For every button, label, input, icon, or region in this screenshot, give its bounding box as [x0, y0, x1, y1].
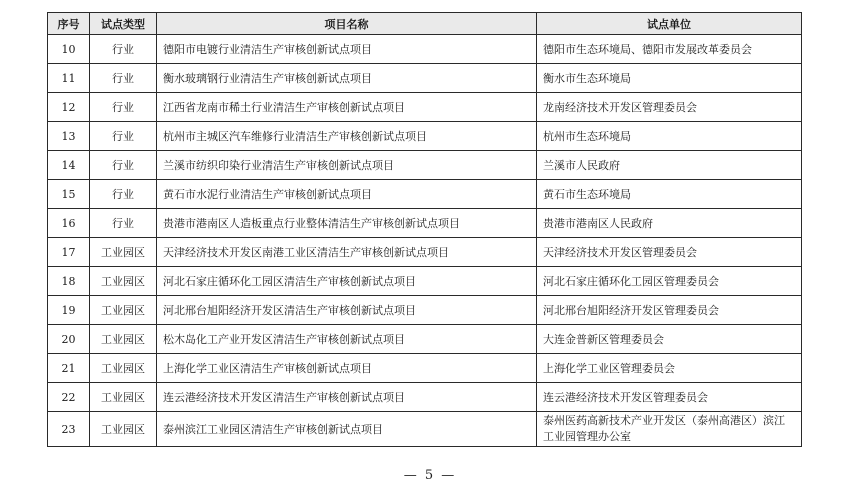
table-row [48, 64, 802, 93]
cell-serial-number: 10 [48, 35, 90, 64]
table-row [48, 209, 802, 238]
cell-project-name: 衡水玻璃钢行业清洁生产审核创新试点项目 [157, 64, 537, 93]
cell-pilot-unit: 连云港经济技术开发区管理委员会 [537, 383, 802, 412]
cell-serial-number: 14 [48, 151, 90, 180]
table-header [48, 13, 802, 35]
header-serial-number: 序号 [48, 13, 90, 35]
cell-project-name: 连云港经济技术开发区清洁生产审核创新试点项目 [157, 383, 537, 412]
cell-pilot-unit: 衡水市生态环境局 [537, 64, 802, 93]
cell-pilot-unit: 兰溪市人民政府 [537, 151, 802, 180]
cell-pilot-type: 工业园区 [90, 238, 157, 267]
header-project-name: 项目名称 [157, 13, 537, 35]
cell-serial-number: 15 [48, 180, 90, 209]
table-row [48, 296, 802, 325]
cell-pilot-unit: 大连金普新区管理委员会 [537, 325, 802, 354]
table-row [48, 412, 802, 447]
cell-project-name: 松木岛化工产业开发区清洁生产审核创新试点项目 [157, 325, 537, 354]
cell-pilot-type: 工业园区 [90, 412, 157, 447]
cell-pilot-unit: 黄石市生态环境局 [537, 180, 802, 209]
cell-serial-number: 21 [48, 354, 90, 383]
cell-project-name: 天津经济技术开发区南港工业区清洁生产审核创新试点项目 [157, 238, 537, 267]
cell-serial-number: 22 [48, 383, 90, 412]
cell-pilot-type: 行业 [90, 209, 157, 238]
cell-project-name: 黄石市水泥行业清洁生产审核创新试点项目 [157, 180, 537, 209]
cell-pilot-unit: 杭州市生态环境局 [537, 122, 802, 151]
cell-pilot-unit: 泰州医药高新技术产业开发区（泰州高港区）滨江工业园管理办公室 [537, 412, 802, 447]
cell-project-name: 德阳市电镀行业清洁生产审核创新试点项目 [157, 35, 537, 64]
cell-pilot-type: 工业园区 [90, 267, 157, 296]
cell-pilot-unit: 上海化学工业区管理委员会 [537, 354, 802, 383]
table-row [48, 238, 802, 267]
table-row [48, 325, 802, 354]
cell-serial-number: 12 [48, 93, 90, 122]
cell-pilot-type: 行业 [90, 35, 157, 64]
cell-serial-number: 11 [48, 64, 90, 93]
cell-project-name: 杭州市主城区汽车维修行业清洁生产审核创新试点项目 [157, 122, 537, 151]
cell-project-name: 河北邢台旭阳经济开发区清洁生产审核创新试点项目 [157, 296, 537, 325]
cell-serial-number: 23 [48, 412, 90, 447]
cell-pilot-type: 行业 [90, 64, 157, 93]
cell-pilot-type: 行业 [90, 151, 157, 180]
cell-project-name: 兰溪市纺织印染行业清洁生产审核创新试点项目 [157, 151, 537, 180]
cell-pilot-unit: 河北石家庄循环化工园区管理委员会 [537, 267, 802, 296]
cell-pilot-unit: 河北邢台旭阳经济开发区管理委员会 [537, 296, 802, 325]
cell-serial-number: 13 [48, 122, 90, 151]
cell-project-name: 泰州滨江工业园区清洁生产审核创新试点项目 [157, 412, 537, 447]
page-number: — 5 — [403, 468, 457, 483]
table-row [48, 35, 802, 64]
cell-pilot-type: 工业园区 [90, 325, 157, 354]
cell-serial-number: 17 [48, 238, 90, 267]
cell-serial-number: 19 [48, 296, 90, 325]
cell-pilot-unit: 贵港市港南区人民政府 [537, 209, 802, 238]
table-row [48, 93, 802, 122]
cell-project-name: 贵港市港南区人造板重点行业整体清洁生产审核创新试点项目 [157, 209, 537, 238]
cell-serial-number: 20 [48, 325, 90, 354]
cell-pilot-type: 行业 [90, 93, 157, 122]
table-row [48, 354, 802, 383]
header-pilot-type: 试点类型 [90, 13, 157, 35]
cell-pilot-type: 工业园区 [90, 354, 157, 383]
cell-serial-number: 18 [48, 267, 90, 296]
cell-pilot-unit: 天津经济技术开发区管理委员会 [537, 238, 802, 267]
cell-pilot-type: 行业 [90, 122, 157, 151]
table-row [48, 122, 802, 151]
cell-project-name: 江西省龙南市稀土行业清洁生产审核创新试点项目 [157, 93, 537, 122]
cell-serial-number: 16 [48, 209, 90, 238]
table-row [48, 267, 802, 296]
table-row [48, 383, 802, 412]
cell-pilot-type: 工业园区 [90, 383, 157, 412]
table-row [48, 180, 802, 209]
cell-project-name: 上海化学工业区清洁生产审核创新试点项目 [157, 354, 537, 383]
cell-pilot-unit: 德阳市生态环境局、德阳市发展改革委员会 [537, 35, 802, 64]
pilot-project-table [47, 12, 802, 447]
cell-pilot-type: 工业园区 [90, 296, 157, 325]
header-pilot-unit: 试点单位 [537, 13, 802, 35]
table-row [48, 151, 802, 180]
header-row [48, 13, 802, 35]
cell-pilot-unit: 龙南经济技术开发区管理委员会 [537, 93, 802, 122]
table-body [48, 35, 802, 447]
cell-pilot-type: 行业 [90, 180, 157, 209]
cell-project-name: 河北石家庄循环化工园区清洁生产审核创新试点项目 [157, 267, 537, 296]
